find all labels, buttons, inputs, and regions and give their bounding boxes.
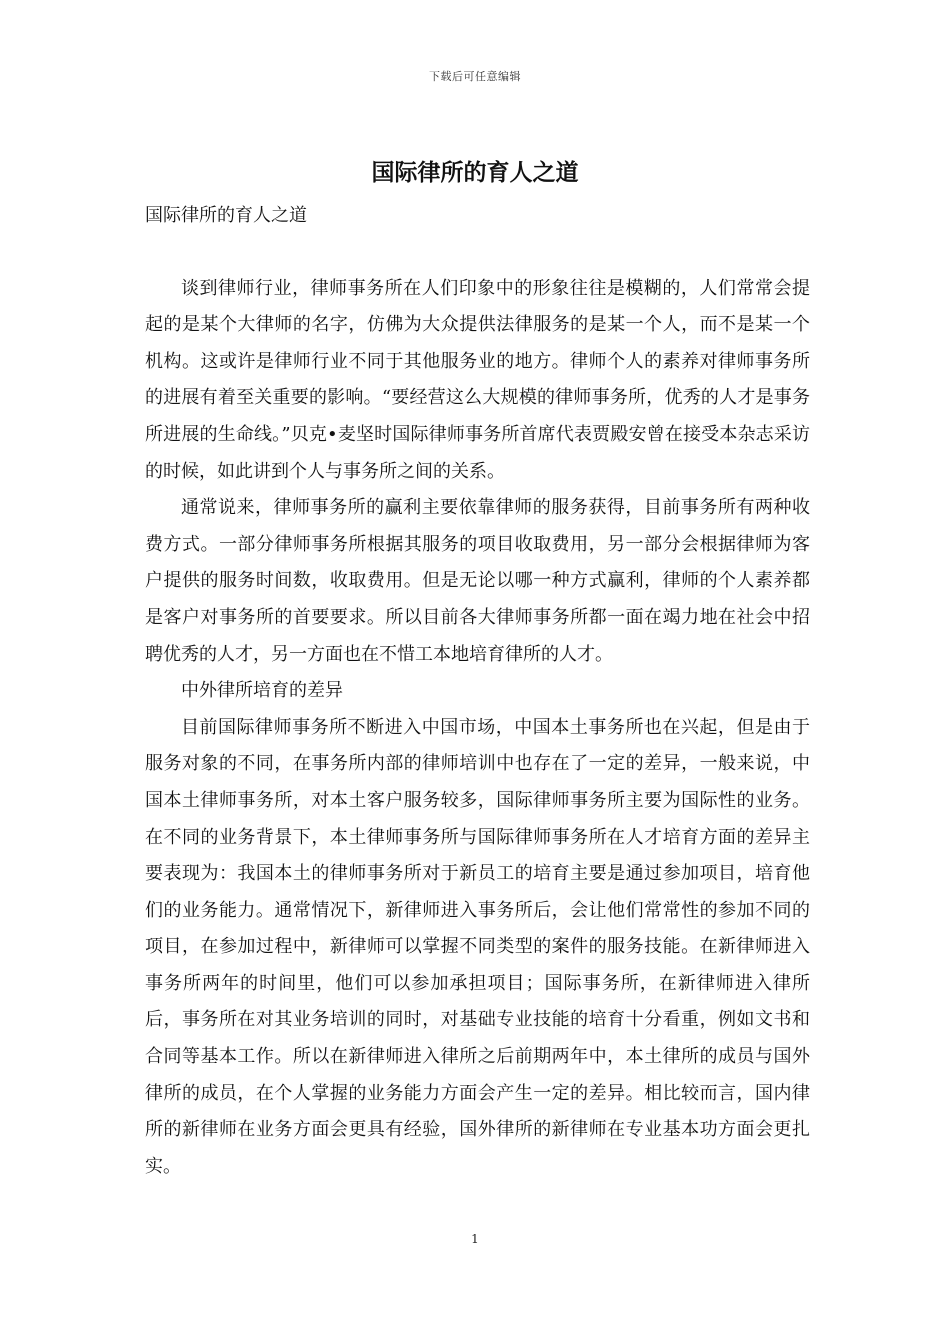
body-paragraph: 谈到律师行业，律师事务所在人们印象中的形象往往是模糊的，人们常常会提起的是某个大律师的名字，仿佛为大众提供法律服务的是某一个人，而不是某一个机构。这或许是律师行业不同于其他服务业的地方。律师个人的素养对律师事务所的进展有着至关重要的影响。“要经营这么大规模的律师事务所，优秀的人才是事务所进展的生命线。”贝克•麦坚时国际律师事务所首席代表贾殿安曾在接受本杂志采访的时候，如此讲到个人与事务所之间的关系。 (145, 277, 810, 482)
section-heading: 中外律所培育的差异 (181, 680, 343, 702)
body-paragraph: 目前国际律师事务所不断进入中国市场，中国本土事务所也在兴起，但是由于服务对象的不同，在事务所内部的律师培训中也存在了一定的差异，一般来说，中国本土律师事务所，对本土客户服务较多，国际律师事务所主要为国际性的业务。在不同的业务背景下，本土律师事务所与国际律师事务所在人才培育方面的差异主要表现为：我国本土的律师事务所对于新员工的培育主要是通过参加项目，培育他们的业务能力。通常情况下，新律师进入事务所后，会让他们常常性的参加不同的项目，在参加过程中，新律师可以掌握不同类型的案件的服务技能。在新律师进入事务所两年的时间里，他们可以参加承担项目；国际事务所，在新律师进入律所后，事务所在对其业务培训的同时，对基础专业技能的培育十分看重，例如文书和合同等基本工作。所以在新律师进入律所之后前期两年中，本土律所的成员与国外律所的成员，在个人掌握的业务能力方面会产生一定的差异。相比较而言，国内律所的新律师在业务方面会更具有经验，国外律所的新律师在专业基本功方面会更扎实。 (145, 716, 810, 1177)
document-title: 国际律所的育人之道 (371, 159, 579, 186)
document-body (145, 198, 810, 1185)
document-subtitle: 国际律所的育人之道 (145, 205, 307, 226)
page-number: 1 (471, 1232, 479, 1246)
body-paragraph: 通常说来，律师事务所的赢利主要依靠律师的服务获得，目前事务所有两种收费方式。一部分律师事务所根据其服务的项目收取费用，另一部分会根据律师为客户提供的服务时间数，收取费用。但是无论以哪一种方式赢利，律师的个人素养都是客户对事务所的首要要求。所以目前各大律师事务所都一面在竭力地在社会中招聘优秀的人才，另一方面也在不惜工本地培育律所的人才。 (145, 497, 810, 665)
header-note: 下载后可任意编辑 (429, 70, 521, 83)
